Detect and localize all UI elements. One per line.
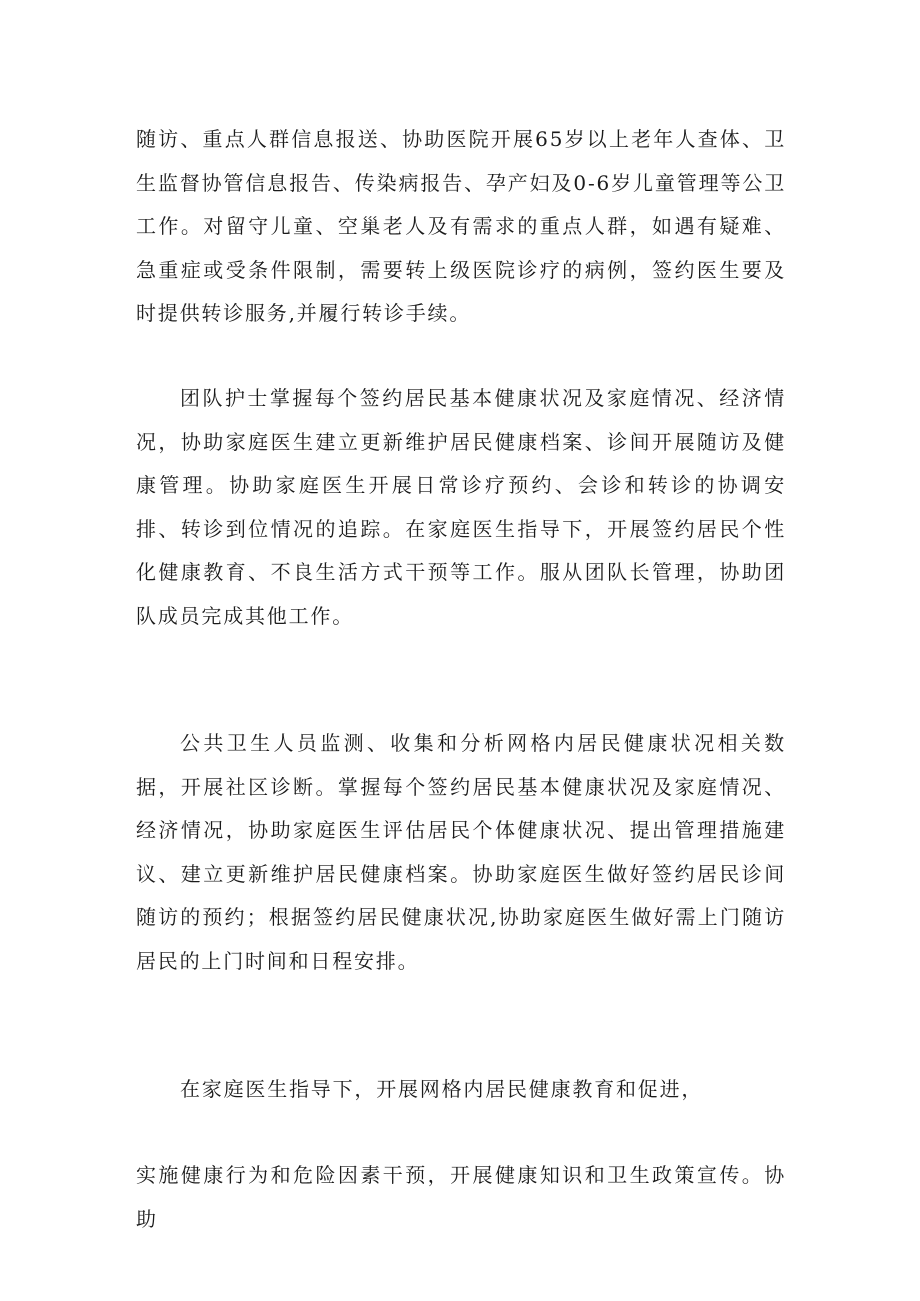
paragraph-continuation-followup-duties: 随访、重点人群信息报送、协助医院开展65岁以上老年人查体、卫生监督协管信息报告、传染病报告、孕产妇及0-6岁儿童管理等公卫工作。对留守儿童、空巢老人及有需求的重点人群，如遇有疑难、急重症或受条件限制，需要转上级医院诊疗的病例，签约医生要及时提供转诊服务,并履行转诊手续。 xyxy=(136,127,786,325)
paragraph-health-education-continued: 实施健康行为和危险因素干预，开展健康知识和卫生政策宣传。协助 xyxy=(136,1163,786,1231)
paragraph-health-education-intro: 在家庭医生指导下，开展网格内居民健康教育和促进， xyxy=(180,1077,704,1101)
paragraph-public-health-staff-duties: 公共卫生人员监测、收集和分析网格内居民健康状况相关数据，开展社区诊断。掌握每个签约居民基本健康状况及家庭情况、经济情况，协助家庭医生评估居民个体健康状况、提出管理措施建议、建立更新维护居民健康档案。协助家庭医生做好签约居民诊间随访的预约；根据签约居民健康状况,协助家庭医生做好需上门随访居民的上门时间和日程安排。 xyxy=(136,731,786,973)
paragraph-team-nurse-duties: 团队护士掌握每个签约居民基本健康状况及家庭情况、经济情况，协助家庭医生建立更新维护居民健康档案、诊间开展随访及健康管理。协助家庭医生开展日常诊疗预约、会诊和转诊的协调安排、转诊到位情况的追踪。在家庭医生指导下，开展签约居民个性化健康教育、不良生活方式干预等工作。服从团队长管理，协助团队成员完成其他工作。 xyxy=(136,386,786,628)
